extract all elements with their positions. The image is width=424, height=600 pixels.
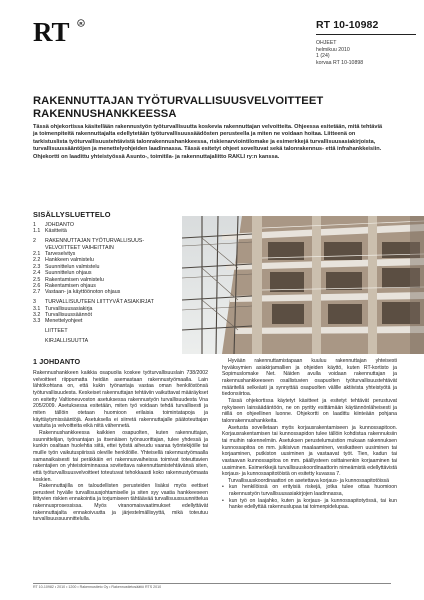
toc-item-label: Suunnittelun ohjaus [45,270,92,277]
title-line: RAKENNUSHANKKEESSA [33,107,177,120]
toc-item-label: KIRJALLISUUTTA [45,338,89,345]
toc-item-label: Käsitteitä [45,228,67,235]
toc-item-label: JOHDANTO [45,222,75,228]
toc-item-number: 3.1 [33,305,41,312]
toc-item-label: VELVOITTEET VAIHEITTAIN [45,244,114,251]
toc-item-number: 2.4 [33,270,41,277]
toc-item-number: 3.2 [33,312,41,319]
toc-item-number: 2.2 [33,257,41,264]
svg-text:R: R [79,20,83,26]
body-paragraph: Tässä ohjekortissa käytetyt käsitteet ja esitetyt tehtävät perustuvat nykyiseen lainsäädäntöön, ne on pyritty esittämään käytännönläheisesti ja niillä on ohjeellinen luonne. Ohjekortti on laadittu kiinteään pohjana talonrakennushankkeita. [222,397,397,424]
table-of-contents [33,222,173,344]
section-heading-johdanto: 1 JOHDANTO [33,357,81,366]
toc-item-number: 2.7 [33,289,41,296]
body-column-right [222,358,397,511]
card-meta [316,40,416,66]
bullet-item: • kun työ on laajahko, kuten ja korjaus- ja kunnossapitotyössä, tai kun hanke edellyttää rakennuslupaa tai toimenpidelupaa. [222,498,397,511]
rt-card-number: RT 10-10982 [316,19,416,35]
meta-type: OHJEET [316,40,337,46]
toc-item-label: Vastaan- ja käyttöönoton ohjaus [45,289,121,296]
toc-item-number: 3.3 [33,318,41,325]
document-title [33,95,333,120]
meta-date: helmikuu 2010 [316,46,350,53]
meta-replaces: korvaa RT 10-10898 [316,59,364,66]
toc-item-label: Rakentamisen ohjaus [45,283,96,290]
body-paragraph: Asetusta sovelletaan myös korjausrakentamiseen ja kunnossapitoon. Korjausrakentamisen tai kunnossapidon tulee tällöin kohdistua rakennuksiin tai muihin rakennelmiin. Asetuksen perustelumuistion mukaan rakennuksen kunnossapitoa on mm. julkisivun maalaaminen, vesikatteen uusiminen tai korjaaminen, putkiston uusiminen ja vastaavat työt. Tien, kadun tai vastaavan kunnossapitoa on mm. päällysteen osittainenkin korjaaminen tai uusiminen. Esimerkkejä turvallisuuskoordinaattorin nimeämistä edellyttävistä korjaus- ja kunnossapitotöistä on esitetty kuvassa 7. [222,424,397,478]
footer-divider [33,583,391,584]
construction-photo [182,216,424,354]
toc-item-number: 1.1 [33,228,41,235]
body-paragraph: Rakennushankkeen kaikkia osapuolia koskee työturvallisuuslain 738/2002 velvoitteet riippumatta heidän asemastaan rakennustyömaalla. Lain lähtökohtana on, että kukin työnantaja vastaa oman henkilöstönsä työturvallisuudesta. Keskeiset rakennuttajan tehtäviin vaikuttavat määräykset on esitetty Valtioneuvoston asetuksessa rakennustyön turvallisuudesta Vna 205/2009. Asetuksessa esitetään, miten työ voidaan tehdä turvallisesti ja miten tällöin otetaan huomioon erilaisia toimintatapoja ja käyttäytymissääntöjä. Asetuksella ei siirretä rakennuttajalle päätoteuttajan vastuita ja velvoitteita eikä niitä vähennetä. [33,370,208,430]
toc-item-label: Turvallisuussäännöt [45,312,92,319]
page-footer: RT 10-10982 • 2010 • 1200 • Rakennustieto Oy • Rakennustietosäätiö RTS 2010 [33,585,162,589]
toc-item-number: 2 [33,238,36,245]
toc-item-label: Menettelyohjeet [45,318,83,325]
intro-paragraph: Tässä ohjekortissa käsitellään rakennustyön työturvallisuutta koskevia rakennuttajan velvoitteita. Ohjeessa esitetään, mitä tehtäviä ja toimenpiteitä rakennuttajalta edellytetään työturvallisuussäädösten perusteella ja miten ne voidaan hoitaa. Liitteenä on tarkistuslista työturvallisuustehtävistä talonrakennushankkeessa, riskienarviointilomake ja esimerkkejä turvallisuusasiakirjoista, turvallisuussääntöjen ja menettelyohjeiden laadinnassa. Tässä esitetyt ohjeet soveltuvat sekä talonrakennus- että infrahankkeisiin. Ohjekortti on laadittu yhteistyössä Asunto-, toimitila- ja rakennuttajaliitto RAKLI ry:n kanssa. [33,124,383,160]
toc-item [33,338,173,344]
toc-item-label: Tarveselvitys [45,251,76,258]
toc-item-label: Suunnittelun valmistelu [45,263,100,270]
toc-heading: SISÄLLYSLUETTELO [33,210,111,219]
toc-item-label: RAKENNUTTAJAN TYÖTURVALLISUUS- [45,238,145,245]
svg-text:RT: RT [33,18,70,44]
body-paragraph: Rakennuttajilla on taloudellisten perusteiden lisäksi myös eettiset perusteet hyvälle turvallisuusjohtamiselle ja siten syy vaatia hankkeeseen liittyvien riskien ennakointia ja torjumiseen tähtäävää turvallisuussuunnittelua rakennusprosessissa. Myös viranomaisvaatimukset edellyttävät rakennuttajalta ennakoivuutta ja järjestelmällisyyttä, mikä toteutuu turvallisuussuunnittelulla. [33,483,208,523]
toc-item-label: Rakentamisen valmistelu [45,276,104,283]
toc-item-number: 2.6 [33,283,41,290]
title-line: RAKENNUTTAJAN TYÖTURVALLISUUSVELVOITTEET [33,95,324,107]
body-paragraph: Rakennushankkeessa kaikkien osapuolten, kuten rakennuttajan, suunnittelijan, työnantajan ja itsenäisen työnsuorittajan, tulee yhdessä ja kunkin osaltaan huolehtia siitä, ettei työstä aiheudu vaaraa työntekijöille tai muille työn vaikutuspiirissä oleville henkilöille. Yhteisellä rakennustyömaalla samanaikaisesti tai peräkkäin eri rakennusvaiheissa toimivat toteuttavien rakentajien on yhteistoiminnassa sovitettava rakennuttamistehtävänsä siten, että työturvallisuusvelvoitteet toteutuvat tehokkaasti koko rakennustyömaata koskien. [33,429,208,483]
toc-item-label: Hankkeen valmistelu [45,257,94,264]
toc-item-number: 1 [33,222,36,228]
card-header [316,19,416,66]
toc-item-label: LIITTEET [45,328,68,335]
toc-item-label: TURVALLISUUTEEN LIITTYVÄT ASIAKIRJAT [45,299,154,306]
toc-item-number: 3 [33,299,36,306]
toc-item-number: 2.1 [33,251,41,258]
meta-pages: 1 (24) [316,53,330,60]
bullet-item: • kun henkilöissä on erityisiä riskejä, jotka tulee ottaa huomioon rakennustyön turvallisuusasiakirjojen laadinnassa, [222,484,397,497]
body-paragraph: Turvallisuuskoordinaattori on asetettava korjaus- ja kunnossapitotöissä [228,477,389,484]
body-paragraph: Hyvään rakennuttamistapaan kuuluu rakennuttajan yhteisesti hyväksymien asiakirjamallien ja ohjeiden käyttö, kuten RT-kortisto ja Sopimuslomake Net. Näiden avulla voidaan rakennuttajan ja rakennushankkeeseen osallistuvien osapuolten työturvallisuustehtävät määritellä selkeästi ja synnyttää osapuolten välille aktiivista yhteistyötä ja tiedonsiirtoa. [222,358,397,398]
body-column-left [33,370,208,523]
toc-item-number: 2.3 [33,263,41,270]
toc-item-number: 2.5 [33,276,41,283]
toc-item-label: Turvallisuusasiakirja [45,305,93,312]
rt-logo [33,18,87,44]
bullet-list [222,484,397,511]
